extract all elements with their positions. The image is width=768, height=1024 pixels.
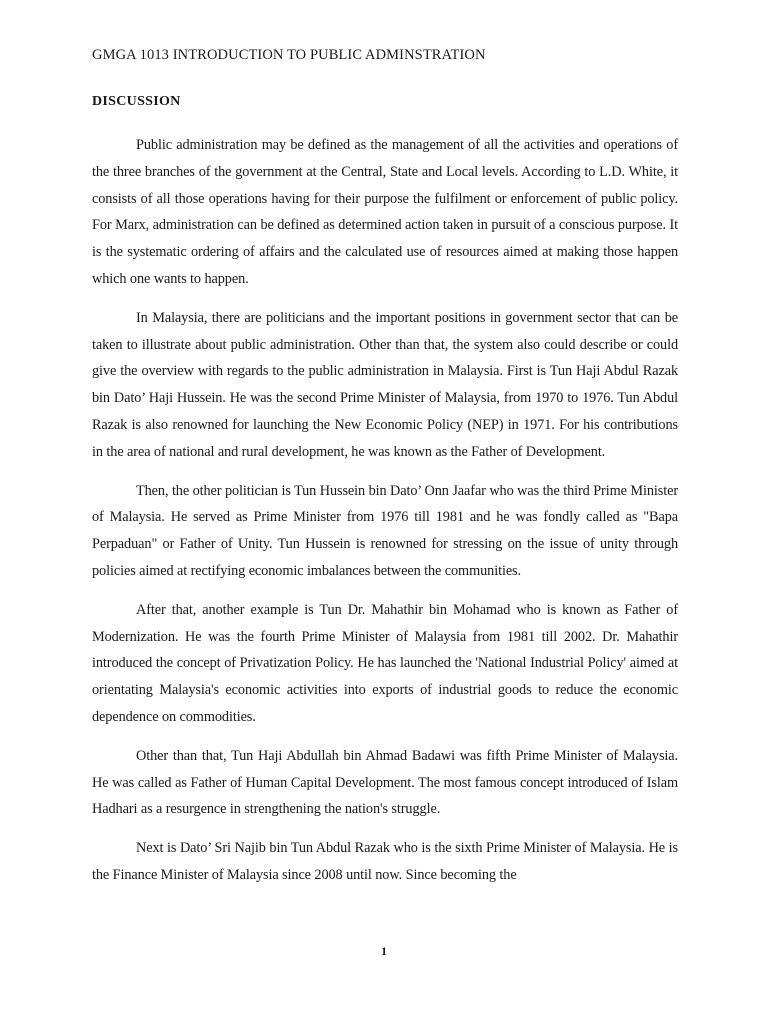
paragraph: Public administration may be defined as the management of all the activities and operations of the three branches of the government at the Central, State and Local levels. According to L.D. White, it consists of all those operations having for their purpose the fulfilment or enforcement of public policy. For Marx, administration can be defined as determined action taken in pursuit of a conscious purpose. It is the systematic ordering of affairs and the calculated use of resources aimed at making those happen which one wants to happen. (92, 137, 678, 287)
paragraph: Then, the other politician is Tun Hussein bin Dato’ Onn Jaafar who was the third Prime Minister of Malaysia. He served as Prime Minister from 1976 till 1981 and he was fondly called as "Bapa Perpaduan" or Father of Unity. Tun Hussein is renowned for stressing on the issue of unity through policies aimed at rectifying economic imbalances between the communities. (92, 482, 678, 579)
paragraph: After that, another example is Tun Dr. Mahathir bin Mohamad who is known as Father of Modernization. He was the fourth Prime Minister of Malaysia from 1981 till 2002. Dr. Mahathir introduced the concept of Privatization Policy. He has launched the 'National Industrial Policy' aimed at orientating Malaysia's economic activities into exports of industrial goods to reduce the economic dependence on commodities. (92, 601, 678, 725)
paragraph: Next is Dato’ Sri Najib bin Tun Abdul Razak who is the sixth Prime Minister of Malaysia. He is the Finance Minister of Malaysia since 2008 until now. Since becoming the (92, 840, 678, 883)
page-number: 1 (381, 944, 387, 958)
paragraph: Other than that, Tun Haji Abdullah bin Ahmad Badawi was fifth Prime Minister of Malaysia. He was called as Father of Human Capital Development. The most famous concept introduced of Islam Hadhari as a resurgence in strengthening the nation's struggle. (92, 747, 678, 818)
paragraph: In Malaysia, there are politicians and the important positions in government sector that can be taken to illustrate about public administration. Other than that, the system also could describe or could give the overview with regards to the public administration in Malaysia. First is Tun Haji Abdul Razak bin Dato’ Haji Hussein. He was the second Prime Minister of Malaysia, from 1970 to 1976. Tun Abdul Razak is also renowned for launching the New Economic Policy (NEP) in 1971. For his contributions in the area of national and rural development, he was known as the Father of Development. (92, 309, 678, 460)
document-body (92, 132, 678, 901)
page-header: GMGA 1013 INTRODUCTION TO PUBLIC ADMINSTRATION (92, 47, 486, 63)
section-heading: DISCUSSION (92, 94, 181, 109)
